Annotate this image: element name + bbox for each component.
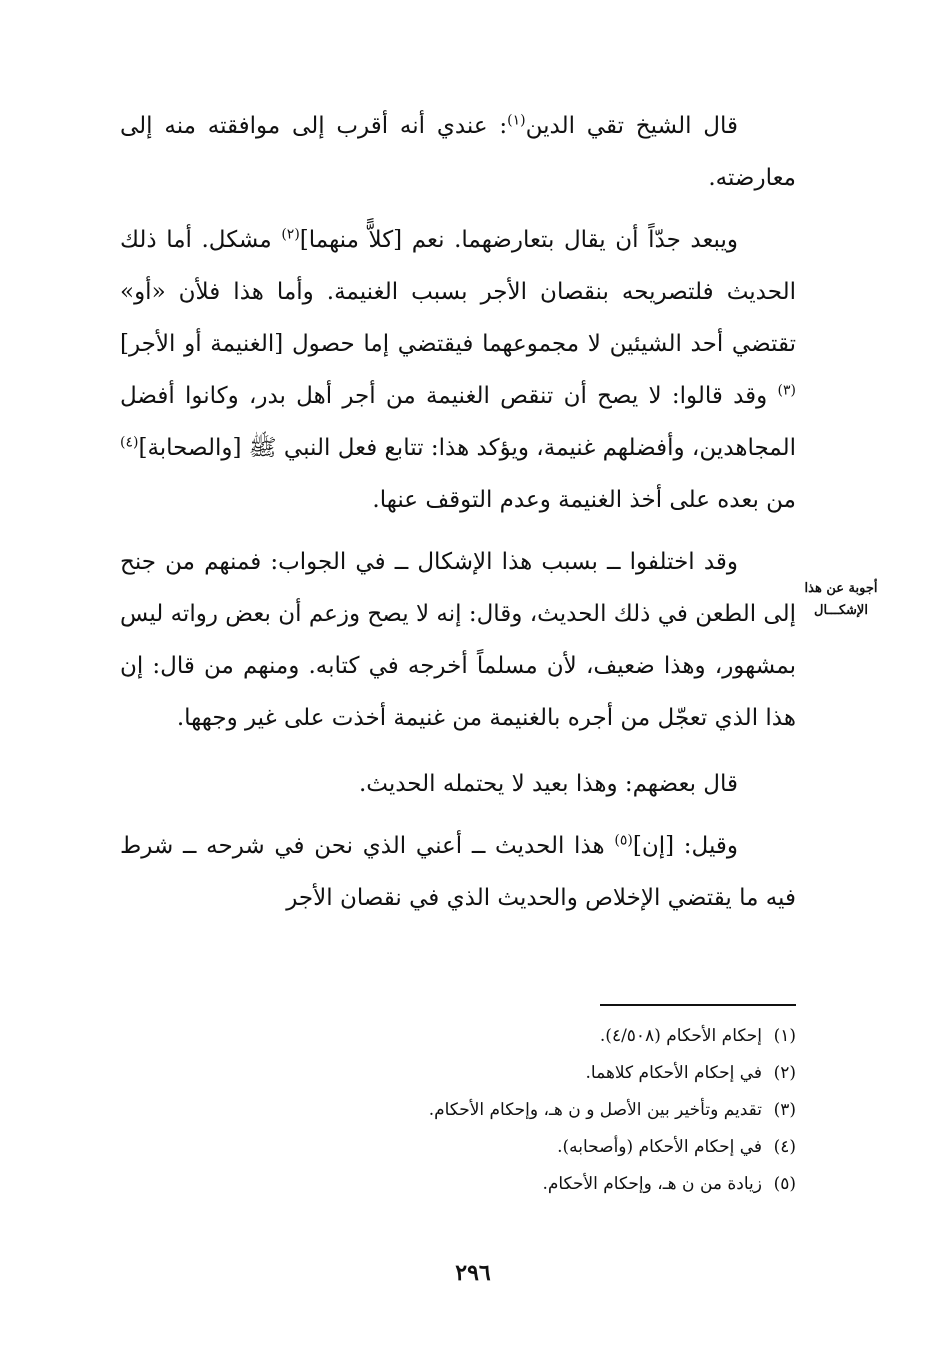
main-text [120,100,796,924]
footnote-1 [300,1018,796,1055]
footnote-ref-4: (٤) [120,434,139,451]
footnote-number: (٥) [773,1174,796,1194]
page-number: ٢٩٦ [455,1260,491,1286]
footnote-ref-1: (١) [507,112,526,129]
footnotes-list [300,1018,796,1203]
footnote-2 [300,1055,796,1092]
footnote-3 [300,1092,796,1129]
margin-note-line-1: أجوبة عن هذا [804,581,878,596]
footnote-text: زيادة من ن هـ، وإحكام الأحكام. [542,1174,762,1194]
footnote-ref-2: (٢) [281,226,300,243]
footnote-separator [600,1004,796,1006]
paragraph-3: وقد اختلفوا ــ بسبب هذا الإشكال ــ في الجواب: فمنهم من جنح إلى الطعن في ذلك الحديث، وقال: إنه لا يصح وزعم أن بعض رواته ليس بمشهور، وهذا ضعيف، لأن مسلماً أخرجه في كتابه. ومنهم من قال: إن هذا الذي تعجّل من أجره بالغنيمة من غنيمة أخذت على غير وجهها. [120,549,796,731]
footnote-text: في إحكام الأحكام (وأصحابه). [557,1137,762,1157]
footnote-number: (٢) [773,1063,796,1083]
paragraph-1: قال الشيخ تقي الدين$^{(١)}$: عندي أنه أقرب إلى موافقته منه إلى معارضته. [120,112,796,191]
margin-note [804,578,878,622]
footnote-number: (١) [773,1026,796,1046]
paragraph-4: قال بعضهم: وهذا بعيد لا يحتمله الحديث. [358,771,738,797]
margin-note-line-2: الإشكـــال [814,603,868,618]
paragraph-5: وقيل: [إن]$^{(٥)}$ هذا الحديث ــ أعني الذي نحن في شرحه ــ شرط فيه ما يقتضي الإخلاص والحديث الذي في نقصان الأجر [120,832,796,911]
footnote-number: (٤) [773,1137,796,1157]
footnote-ref-5: (٥) [614,832,633,849]
paragraph-2: ويبعد جدّاً أن يقال بتعارضهما. نعم [كلاًّ منهما]$^{(٢)}$ مشكل. أما ذلك الحديث فلتصريحه بنقصان الأجر بسبب الغنيمة. وأما هذا فلأن «أو» تقتضي أحد الشيئين لا مجموعهما فيقتضي إما حصول [الغنيمة أو الأجر]$^{(٣)}$ وقد قالوا: لا يصح أن تنقص الغنيمة من أجر أهل بدر، وكانوا أفضل المجاهدين، وأفضلهم غنيمة، ويؤكد هذا: تتابع فعل النبي ﷺ [والصحابة]$^{(٤)}$ من بعده على أخذ الغنيمة وعدم التوقف عنها. [120,226,796,513]
footnote-4 [300,1129,796,1166]
footnote-ref-3: (٣) [777,382,796,399]
footnote-text: تقديم وتأخير بين الأصل و ن هـ، وإحكام الأحكام. [428,1100,762,1120]
footnote-number: (٣) [773,1100,796,1120]
footnote-5 [300,1166,796,1203]
footnote-text: إحكام الأحكام (٤/٥٠٨). [599,1026,762,1046]
footnote-text: في إحكام الأحكام كلاهما. [585,1063,762,1083]
